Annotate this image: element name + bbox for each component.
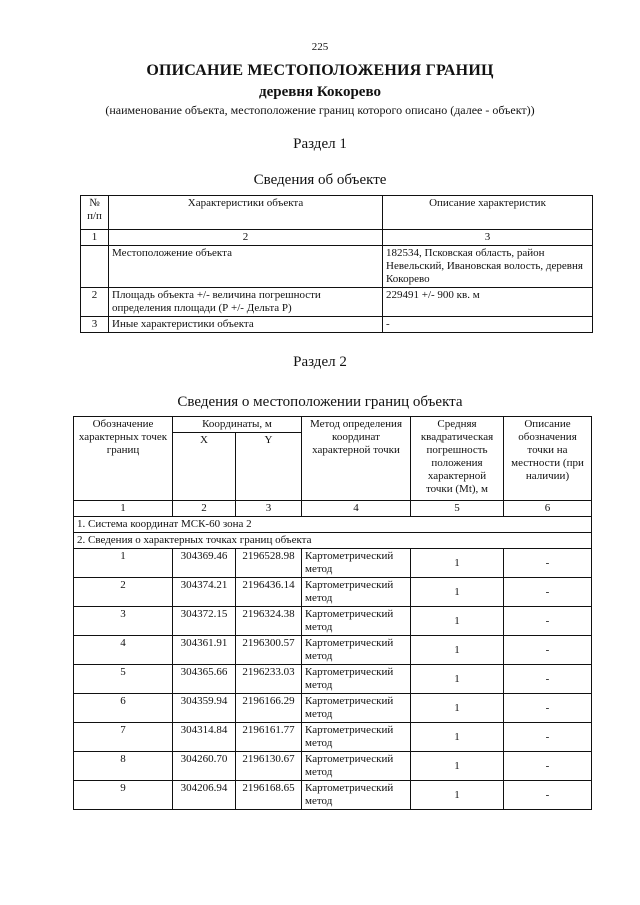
- coordinate-system: 1. Система координат МСК-60 зона 2: [74, 517, 592, 533]
- coord-y: 2196161.77: [236, 723, 302, 752]
- page-number: 225: [311, 41, 329, 53]
- point-description: -: [504, 578, 592, 607]
- section2-subheading: Сведения о местоположении границ объекта: [177, 394, 463, 410]
- table-row: [74, 723, 592, 752]
- header-y: Y: [236, 433, 302, 501]
- coord-y: 2196168.65: [236, 781, 302, 810]
- method: Картометрический метод: [302, 636, 411, 665]
- method: Картометрический метод: [302, 578, 411, 607]
- coord-x: 304206.94: [173, 781, 236, 810]
- points-title: 2. Сведения о характерных точках границ объекта: [74, 533, 592, 549]
- row-num: 2: [81, 288, 109, 317]
- row-num: 3: [81, 317, 109, 333]
- column-number: 6: [504, 501, 592, 517]
- column-number: 4: [302, 501, 411, 517]
- coord-x: 304260.70: [173, 752, 236, 781]
- coord-y: 2196300.57: [236, 636, 302, 665]
- table-row: [74, 607, 592, 636]
- coord-x: 304359.94: [173, 694, 236, 723]
- point-id: 2: [74, 578, 173, 607]
- table-row: [74, 549, 592, 578]
- section1-subheading: Сведения об объекте: [253, 172, 387, 188]
- table-row: [74, 752, 592, 781]
- table-row: [74, 665, 592, 694]
- column-number: 1: [74, 501, 173, 517]
- column-number: 1: [81, 230, 109, 246]
- point-id: 1: [74, 549, 173, 578]
- method: Картометрический метод: [302, 549, 411, 578]
- coord-x: 304374.21: [173, 578, 236, 607]
- point-id: 6: [74, 694, 173, 723]
- point-description: -: [504, 723, 592, 752]
- point-id: 3: [74, 607, 173, 636]
- method: Картометрический метод: [302, 607, 411, 636]
- table-row: [74, 578, 592, 607]
- header-method: Метод определения координат характерной точки: [302, 417, 411, 501]
- document-title: ОПИСАНИЕ МЕСТОПОЛОЖЕНИЯ ГРАНИЦ: [146, 62, 494, 79]
- column-number: 3: [383, 230, 593, 246]
- coord-x: 304314.84: [173, 723, 236, 752]
- characteristic-name: Площадь объекта +/- величина погрешности определения площади (Р +/- Дельта Р): [109, 288, 383, 317]
- error-value: 1: [411, 781, 504, 810]
- point-description: -: [504, 781, 592, 810]
- table-row: [74, 781, 592, 810]
- point-description: -: [504, 694, 592, 723]
- header-point-description: Описание обозначения точки на местности (при наличии): [504, 417, 592, 501]
- header-characteristics: Характеристики объекта: [109, 196, 383, 230]
- error-value: 1: [411, 665, 504, 694]
- table-row: [74, 694, 592, 723]
- characteristic-name: Местоположение объекта: [109, 246, 383, 288]
- header-point: Обозначение характерных точек границ: [74, 417, 173, 501]
- coord-x: 304369.46: [173, 549, 236, 578]
- error-value: 1: [411, 636, 504, 665]
- coord-y: 2196436.14: [236, 578, 302, 607]
- column-number: 2: [173, 501, 236, 517]
- row-num: [81, 246, 109, 288]
- section2-heading: Раздел 2: [293, 354, 347, 370]
- coord-y: 2196233.03: [236, 665, 302, 694]
- point-description: -: [504, 636, 592, 665]
- error-value: 1: [411, 694, 504, 723]
- error-value: 1: [411, 578, 504, 607]
- table-row: [74, 636, 592, 665]
- section1-heading: Раздел 1: [293, 136, 347, 152]
- method: Картометрический метод: [302, 781, 411, 810]
- boundary-points-table: [73, 416, 592, 810]
- point-description: -: [504, 607, 592, 636]
- characteristic-name: Иные характеристики объекта: [109, 317, 383, 333]
- coord-x: 304365.66: [173, 665, 236, 694]
- column-number: 5: [411, 501, 504, 517]
- point-id: 7: [74, 723, 173, 752]
- header-num: № п/п: [81, 196, 109, 230]
- point-id: 8: [74, 752, 173, 781]
- coord-y: 2196130.67: [236, 752, 302, 781]
- characteristic-value: -: [383, 317, 593, 333]
- header-description: Описание характеристик: [383, 196, 593, 230]
- method: Картометрический метод: [302, 694, 411, 723]
- point-description: -: [504, 549, 592, 578]
- characteristic-value: 229491 +/- 900 кв. м: [383, 288, 593, 317]
- header-x: X: [173, 433, 236, 501]
- error-value: 1: [411, 607, 504, 636]
- error-value: 1: [411, 723, 504, 752]
- header-coordinates: Координаты, м: [173, 417, 302, 433]
- object-info-table: [80, 195, 593, 333]
- header-error: Средняя квадратическая погрешность положения характерной точки (Мt), м: [411, 417, 504, 501]
- object-name: деревня Кокорево: [259, 84, 381, 100]
- point-id: 4: [74, 636, 173, 665]
- coord-y: 2196166.29: [236, 694, 302, 723]
- point-description: -: [504, 665, 592, 694]
- method: Картометрический метод: [302, 665, 411, 694]
- coord-y: 2196324.38: [236, 607, 302, 636]
- coord-x: 304372.15: [173, 607, 236, 636]
- object-name-note: (наименование объекта, местоположение границ которого описано (далее - объект)): [105, 103, 535, 117]
- method: Картометрический метод: [302, 723, 411, 752]
- column-number: 2: [109, 230, 383, 246]
- characteristic-value: 182534, Псковская область, район Невельский, Ивановская волость, деревня Кокорево: [383, 246, 593, 288]
- coord-y: 2196528.98: [236, 549, 302, 578]
- error-value: 1: [411, 549, 504, 578]
- point-id: 5: [74, 665, 173, 694]
- method: Картометрический метод: [302, 752, 411, 781]
- column-number: 3: [236, 501, 302, 517]
- coord-x: 304361.91: [173, 636, 236, 665]
- point-description: -: [504, 752, 592, 781]
- point-id: 9: [74, 781, 173, 810]
- error-value: 1: [411, 752, 504, 781]
